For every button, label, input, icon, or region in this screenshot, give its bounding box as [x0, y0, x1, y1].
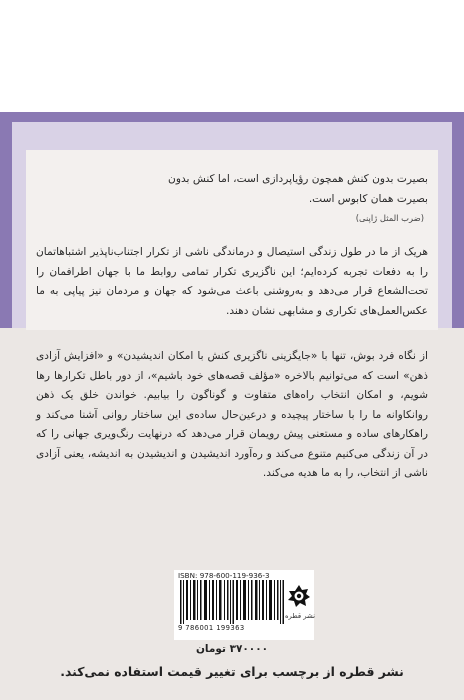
lavender-frame-top: [12, 122, 452, 150]
epigraph-quote: [36, 170, 428, 209]
blurb-paragraph-1: هریک از ما در طول زندگی استیصال و درماندگی ناشی از تکرار اجتناب‌ناپذیر اشتباهاتمان را به دفعات تجربه کرده‌ایم؛ این ناگزیری تکرار تمامی روابط ما با جهان اطرافمان را تحت‌الشعاع قرار می‌دهد و به‌روشنی باعث می‌شود که جهان و مردمان نیز پیاپی به ما عکس‌العمل‌های تکراری و مشابهی نشان دهند.: [36, 246, 428, 317]
quote-line-2: بصیرت همان کابوس است.: [308, 192, 428, 205]
purple-frame-left: [0, 112, 12, 328]
blurb-paragraph-2: از نگاه فرد بوش، تنها با «جایگزینی ناگزیری کنش با امکان اندیشیدن» و «افزایش آزادی ذهن» است که می‌توانیم بالاخره «مؤلف قصه‌های خود باشیم»، از دور باطل تکرارها رها شویم، و امکان انتخاب راه‌های متفاوت و گوناگون را بیابیم. خواندن خلق یک ذهن روانکاوانه ما را با ساختار پیچیده و درعین‌حال ساده‌ی این ساختار روانی آشنا می‌کند و راهکارهای ساده و مستعنی پیش رویمان قرار می‌دهد که درنهایت رنگ‌ویری جهانی را که در آن زندگی می‌کنیم متنوع می‌کند و ره‌آورد اندیشیدن و اندیشیدن به اندیشه، یعنی آزادی ناشی از انتخاب، را به ما هدیه می‌کند.: [36, 350, 428, 479]
barcode-number: 9 786001 199363: [178, 624, 245, 632]
quote-source: (ضرب المثل ژاپنی): [355, 213, 424, 223]
purple-frame-top: [0, 112, 464, 122]
top-white-band: [0, 0, 464, 112]
purple-frame-right: [452, 112, 464, 328]
price-notice: نشر قطره از برچسب برای تغییر قیمت استفاده نمی‌کند.: [60, 664, 404, 679]
lavender-frame-left: [12, 150, 26, 328]
barcode-icon: [180, 580, 284, 624]
quote-line-1: بصیرت بدون کنش همچون رؤیاپردازی است، اما کنش بدون: [168, 173, 428, 185]
publisher-label: نشر قطره: [285, 612, 316, 620]
price-label: ۳۷۰۰۰۰ تومان: [195, 643, 269, 655]
qatreh-logo-icon: [287, 584, 311, 608]
lavender-frame-right: [438, 150, 452, 328]
isbn-label: ISBN: 978-600-119-936-3: [178, 571, 270, 580]
